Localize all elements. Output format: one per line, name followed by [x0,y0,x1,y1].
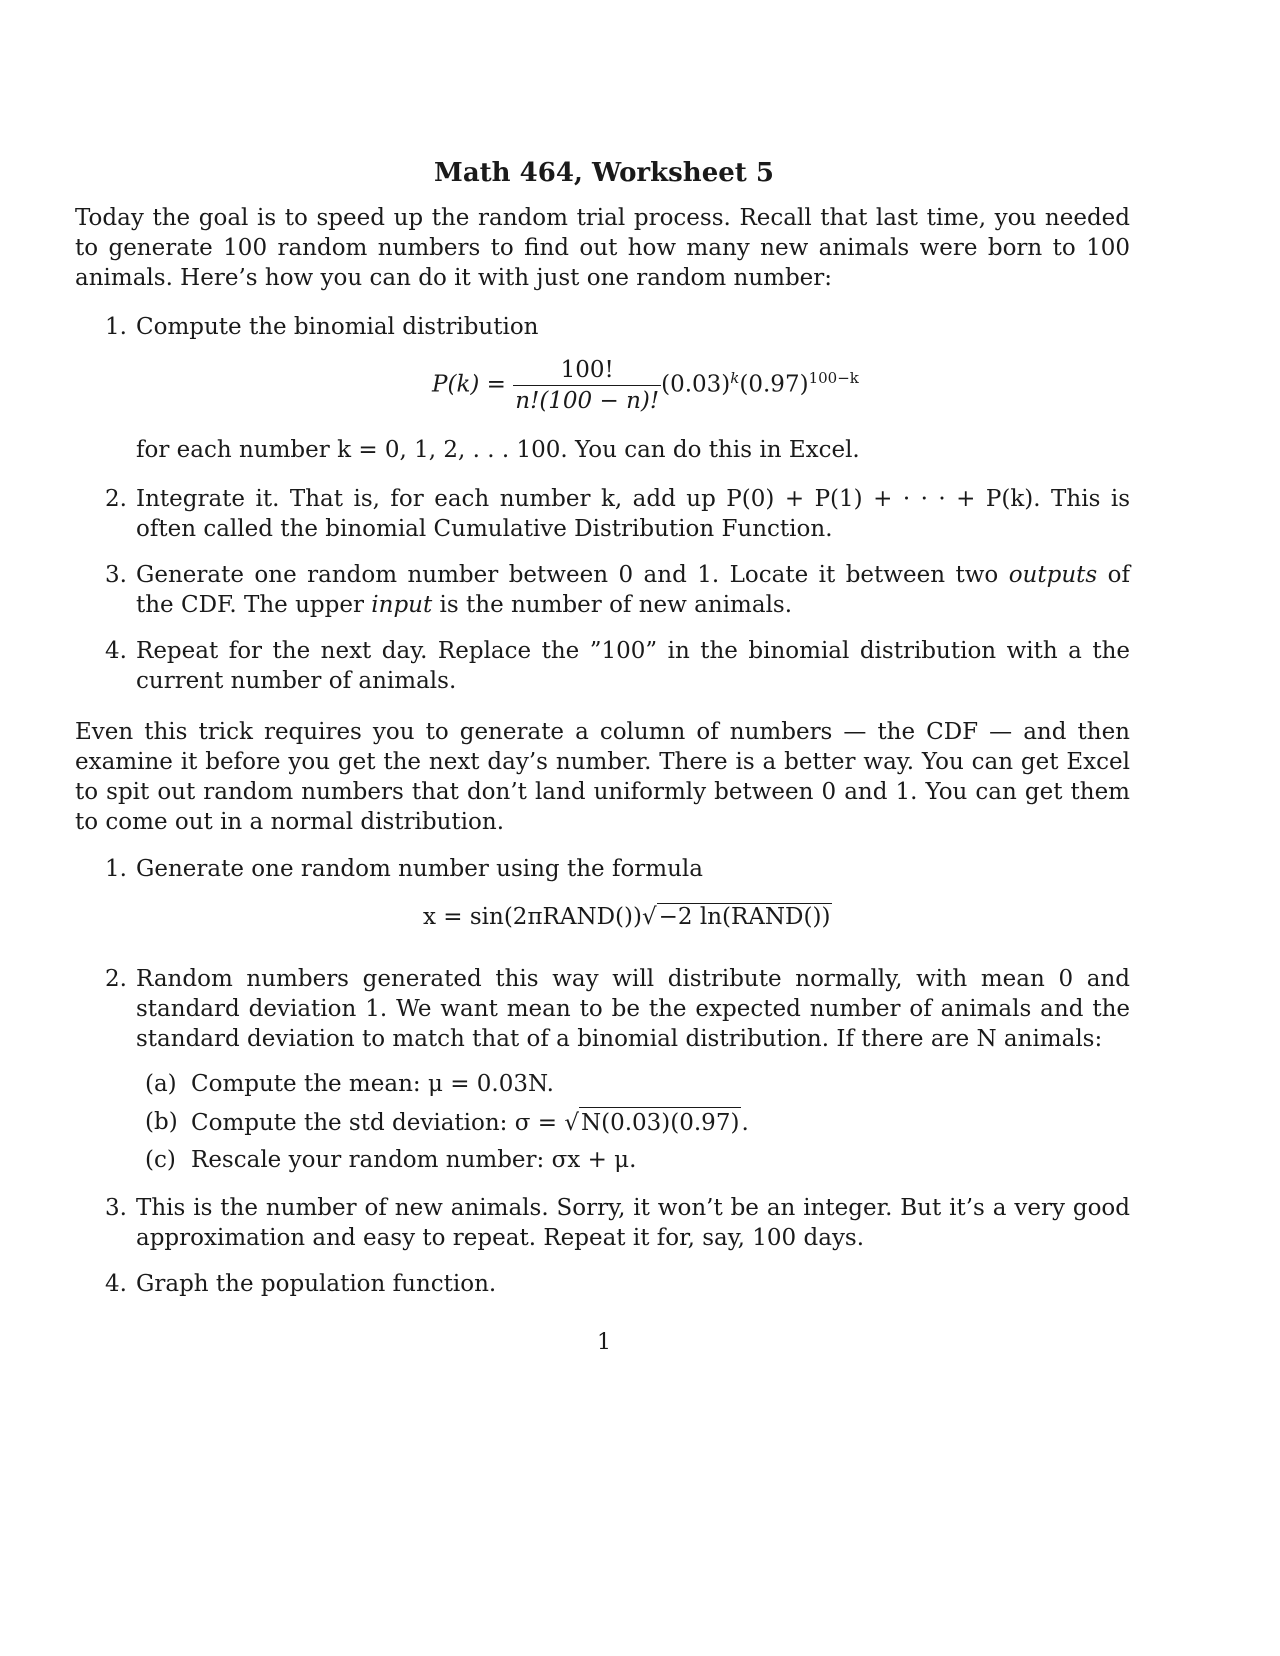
text-segment: is the number of new animals. [432,592,793,618]
list-after-text: for each number k = 0, 1, 2, . . . 100. You can do this in Excel. [136,437,860,463]
sqrt-sign: √ [641,904,657,930]
list-text [136,560,1130,620]
sqrt-radicand: N(0.03)(0.97) [579,1107,741,1138]
sub-text [191,1107,749,1138]
text-segment: of the CDF. The upper [136,562,1130,618]
list-number: 1. [105,314,127,340]
list-text: Integrate it. That is, for each number k, add up P(0) + P(1) + · · · + P(k). This is often called the binomial Cumulative Distribution Function. [136,486,1130,542]
sub-text: Rescale your random number: σx + μ. [191,1147,637,1173]
fraction-denominator: n!(100 − n)! [513,385,661,414]
text-segment: . [741,1110,749,1136]
list-item-continuation [136,435,1130,465]
list-number: 4. [105,638,127,664]
sub-label: (a) [145,1071,177,1097]
fraction-numerator: 100! [560,357,614,383]
emphasis: input [371,592,433,618]
list-text: Graph the population function. [136,1271,497,1297]
middle-paragraph: Even this trick requires you to generate a column of numbers — the CDF — and then examine it before you get the next day’s number. There is a better way. You can get Excel to spit out random numbers that don’t land uniformly between 0 and 1. You can get them to come out in a normal distribution. [75,719,1130,835]
list-number: 1. [105,856,127,882]
formula-base2: (0.97) [739,371,809,398]
text-segment: Compute the std deviation: σ = [191,1110,558,1136]
sqrt-radicand: −2 ln(RAND()) [658,904,831,930]
sub-text: Compute the mean: μ = 0.03N. [191,1071,554,1097]
fraction [513,357,661,414]
list-text: Repeat for the next day. Replace the ”100” in the binomial distribution with a the current number of animals. [136,638,1130,694]
binomial-formula [432,357,859,414]
formula-lhs: x = sin(2πRAND()) [423,904,642,930]
formula-base1: (0.03) [661,371,731,398]
formula-exp1: k [730,368,740,387]
list-text: Generate one random number using the formula [136,856,703,882]
list-number: 2. [105,486,127,512]
list-text: Compute the binomial distribution [136,314,539,340]
list-text: Random numbers generated this way will distribute normally, with mean 0 and standard deviation 1. We want mean to be the expected number of animals and the standard deviation to match that of a binomial distribution. If there are N animals: [136,966,1130,1052]
page-number: 1 [597,1330,611,1355]
formula-lhs: P(k) = [432,371,506,398]
text-segment: Generate one random number between 0 and 1. Locate it between two [136,562,1009,588]
intro-paragraph: Today the goal is to speed up the random trial process. Recall that last time, you needed to generate 100 random numbers to find out how many new animals were born to 100 animals. Here’s how you can do it with just one random number: [75,205,1130,291]
list-number: 2. [105,966,127,992]
list-number: 3. [105,1195,127,1221]
list-text: This is the number of new animals. Sorry, it won’t be an integer. But it’s a very good approximation and easy to repeat. Repeat it for, say, 100 days. [136,1195,1130,1251]
emphasis: outputs [1008,562,1098,588]
normal-formula [423,903,832,930]
formula-exp2: 100−k [808,368,859,387]
list-number: 4. [105,1271,127,1297]
sqrt-sign: √ [564,1110,579,1136]
page-title: Math 464, Worksheet 5 [434,158,774,188]
sub-label: (b) [145,1109,178,1135]
sub-label: (c) [145,1147,176,1173]
list-number: 3. [105,562,127,588]
